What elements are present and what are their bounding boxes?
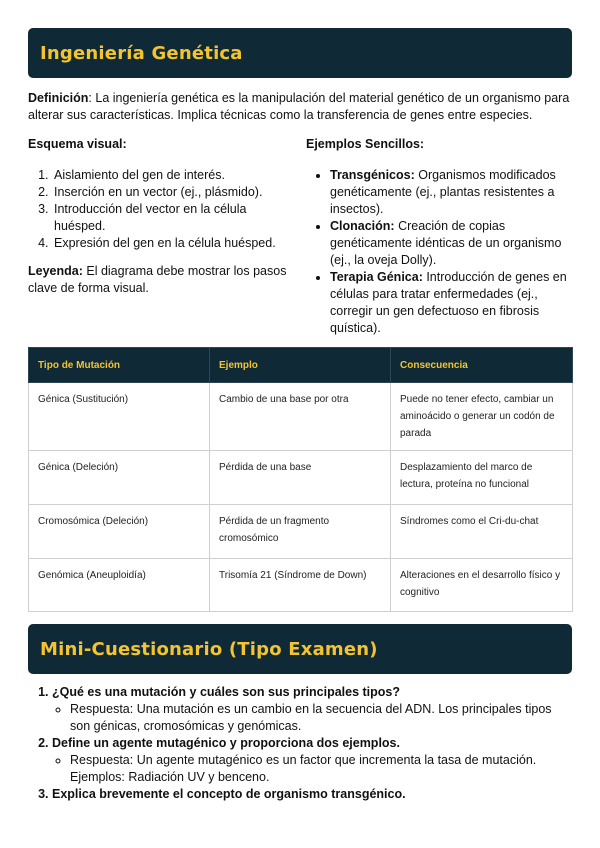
table-cell: Trisomía 21 (Síndrome de Down) xyxy=(210,559,391,612)
table-cell: Alteraciones en el desarrollo físico y cognitivo xyxy=(391,559,573,612)
table-header-cell: Ejemplo xyxy=(210,348,391,383)
table-row xyxy=(29,451,573,505)
table-row xyxy=(29,559,573,612)
table-row xyxy=(29,505,573,559)
quiz-answer-list xyxy=(52,701,572,735)
visual-schema-column xyxy=(28,137,298,297)
visual-schema-title: Esquema visual: xyxy=(28,137,127,151)
schema-steps-list xyxy=(28,167,298,252)
example-item xyxy=(330,218,572,269)
section-banner-genetic-engineering xyxy=(28,28,572,78)
examples-title: Ejemplos Sencillos: xyxy=(306,137,425,151)
quiz-question: Explica brevemente el concepto de organismo transgénico. xyxy=(52,787,406,801)
table-cell: Pérdida de un fragmento cromosómico xyxy=(210,505,391,559)
schema-step: 1. Aislamiento del gen de interés. xyxy=(52,167,298,184)
section-title: Mini-Cuestionario (Tipo Examen) xyxy=(40,638,378,660)
table-cell: Cromosómica (Deleción) xyxy=(29,505,210,559)
example-text: Organismos modificados genéticamente (ej., plantas resistentes a insectos). xyxy=(330,168,556,216)
examples-column xyxy=(306,137,572,337)
examples-list xyxy=(306,167,572,337)
table-header-row xyxy=(29,348,573,383)
schema-step: 2. Inserción en un vector (ej., plásmido). xyxy=(52,184,298,201)
quiz-item xyxy=(52,786,572,803)
example-text: Creación de copias genéticamente idénticas de un organismo (ej., la oveja Dolly). xyxy=(330,219,562,267)
section-title: Ingeniería Genética xyxy=(40,42,243,64)
quiz-list xyxy=(28,684,572,803)
table-cell: Génica (Deleción) xyxy=(29,451,210,505)
quiz-answer-list xyxy=(52,752,572,786)
table-cell: Génica (Sustitución) xyxy=(29,383,210,451)
table-cell: Pérdida de una base xyxy=(210,451,391,505)
legend-text: El diagrama debe mostrar los pasos clave de forma visual. xyxy=(28,264,287,295)
example-item xyxy=(330,269,572,337)
table-cell: Síndromes como el Cri-du-chat xyxy=(391,505,573,559)
definition-label: Definición xyxy=(28,91,89,105)
schema-step: 4. Expresión del gen en la célula huésped. xyxy=(52,235,298,252)
table-cell: Cambio de una base por otra xyxy=(210,383,391,451)
example-term: Clonación: xyxy=(330,219,395,233)
table-cell: Puede no tener efecto, cambiar un aminoácido o generar un codón de parada xyxy=(391,383,573,451)
quiz-question: Define un agente mutagénico y proporciona dos ejemplos. xyxy=(52,736,400,750)
table-header-cell: Consecuencia xyxy=(391,348,573,383)
legend-paragraph xyxy=(28,263,298,297)
quiz-section xyxy=(28,684,572,803)
section-banner-mini-quiz xyxy=(28,624,572,674)
quiz-answer: ◦ Respuesta: Un agente mutagénico es un factor que incrementa la tasa de mutación. Ejemplos: Radiación UV y benceno. xyxy=(70,752,572,786)
table-cell: Genómica (Aneuploidía) xyxy=(29,559,210,612)
mutation-table xyxy=(28,347,573,612)
quiz-answer: ◦ Respuesta: Una mutación es un cambio en la secuencia del ADN. Los principales tipos son génicas, cromosómicas y genómicas. xyxy=(70,701,572,735)
example-term: Terapia Génica: xyxy=(330,270,423,284)
table-cell: Desplazamiento del marco de lectura, proteína no funcional xyxy=(391,451,573,505)
example-text: Introducción de genes en células para tratar enfermedades (ej., corregir un gen defectuoso en fibrosis quística). xyxy=(330,270,567,335)
legend-label: Leyenda: xyxy=(28,264,83,278)
definition-paragraph xyxy=(28,90,572,124)
quiz-item xyxy=(52,684,572,735)
table-header-cell: Tipo de Mutación xyxy=(29,348,210,383)
table-row xyxy=(29,383,573,451)
quiz-item xyxy=(52,735,572,786)
schema-step: 3. Introducción del vector en la célula huésped. xyxy=(52,201,298,235)
example-term: Transgénicos: xyxy=(330,168,415,182)
quiz-question: ¿Qué es una mutación y cuáles son sus principales tipos? xyxy=(52,685,401,699)
definition-text: : La ingeniería genética es la manipulación del material genético de un organismo para alterar sus características. Implica técnicas como la transferencia de genes entre especies. xyxy=(28,91,570,122)
example-item xyxy=(330,167,572,218)
